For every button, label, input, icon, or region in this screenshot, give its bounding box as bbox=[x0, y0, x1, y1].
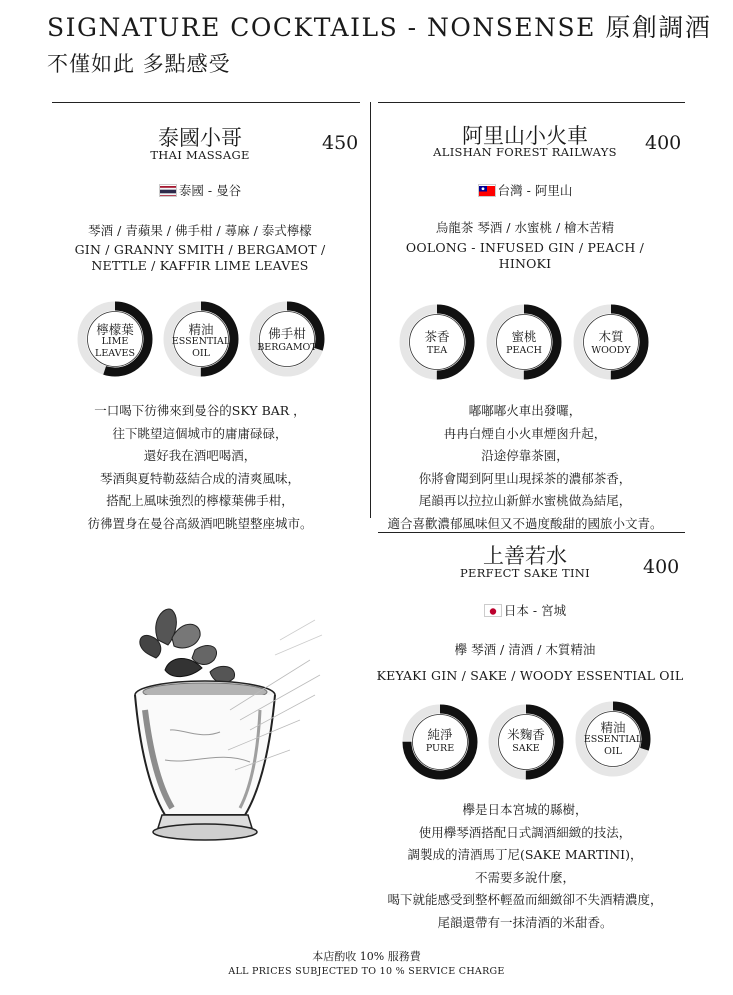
flavor-gauge bbox=[398, 303, 476, 381]
description-line: 你將會聞到阿里山現採茶的濃郁茶香， bbox=[418, 470, 632, 486]
cocktail-name-zh: 阿里山小火車 bbox=[462, 124, 588, 148]
flavor-gauge bbox=[572, 303, 650, 381]
gauge-label-en: PEACH bbox=[506, 345, 542, 356]
gauge-label-en: BERGAMOT bbox=[257, 342, 317, 353]
description-line: 往下眺望這個城市的庸庸碌碌， bbox=[112, 425, 288, 441]
service-charge-note-en: ALL PRICES SUBJECTED TO 10 % SERVICE CHARGE bbox=[228, 966, 505, 977]
divider-left-top bbox=[52, 102, 360, 103]
taiwan-flag-icon bbox=[478, 184, 496, 197]
divider-vertical bbox=[370, 102, 371, 518]
flavor-gauge bbox=[487, 703, 565, 781]
gauge-label-zh: 木質 bbox=[598, 329, 624, 344]
flavor-gauge bbox=[248, 300, 326, 378]
gauge-label-zh: 米麴香 bbox=[507, 727, 545, 742]
cocktail-origin bbox=[450, 601, 600, 619]
cocktail-price: 400 bbox=[643, 556, 680, 578]
description-line: 使用欅琴酒搭配日式調酒細緻的技法， bbox=[418, 824, 632, 840]
flavor-gauge bbox=[401, 703, 479, 781]
gauge-label-zh: 茶香 bbox=[424, 329, 450, 344]
origin-label: 日本 - 宮城 bbox=[503, 603, 567, 618]
origin-label: 台灣 - 阿里山 bbox=[497, 183, 573, 198]
description-line: 欅是日本宮城的縣樹， bbox=[462, 802, 588, 817]
gauge-label-zh: 檸檬葉 bbox=[96, 322, 134, 337]
description-line: 冉冉白煙自小火車煙囪升起， bbox=[443, 425, 607, 441]
flavor-gauge bbox=[574, 700, 652, 778]
description-line: 還好我在酒吧喝酒， bbox=[143, 448, 257, 463]
description-line: 彷彿置身在曼谷高級酒吧眺望整座城市。 bbox=[87, 515, 313, 531]
page-subtitle: 不僅如此 多點感受 bbox=[47, 52, 231, 76]
gauge-label-en: ESSENTIAL OIL bbox=[171, 336, 231, 359]
gauge-label-zh: 蜜桃 bbox=[511, 329, 537, 344]
divider-right-top bbox=[378, 102, 685, 103]
description-line: 不需要多說什麼， bbox=[474, 869, 575, 885]
gauge-label-en: SAKE bbox=[512, 743, 540, 754]
description-line: 沿途停靠茶園， bbox=[481, 448, 569, 463]
ingredients-en: GIN / GRANNY SMITH / BERGAMOT / NETTLE / KAFFIR LIME LEAVES bbox=[74, 242, 326, 273]
description-line: 調製成的清酒馬丁尼(SAKE MARTINI)， bbox=[407, 847, 643, 862]
gauge-label-en: TEA bbox=[426, 345, 448, 356]
description-line: 嘟嘟嘟火車出發囉， bbox=[468, 403, 582, 418]
japan-flag-icon bbox=[484, 604, 502, 617]
description-line: 尾韻再以拉拉山新鮮水蜜桃做為結尾， bbox=[418, 493, 632, 508]
description-line: 喝下就能感受到整杯輕盈而細緻卻不失酒精濃度， bbox=[387, 892, 663, 907]
cocktail-description bbox=[40, 400, 360, 535]
gauge-label-en: ESSENTIAL OIL bbox=[583, 734, 643, 757]
cocktail-price: 450 bbox=[322, 132, 359, 154]
gauge-label-zh: 精油 bbox=[188, 322, 214, 337]
description-line: 搭配上風味強烈的檸檬葉佛手柑， bbox=[106, 493, 294, 508]
gauge-label-zh: 純淨 bbox=[427, 727, 453, 742]
description-line: 適合喜歡濃郁風味但又不過度酸甜的國旅小文青。 bbox=[387, 515, 663, 531]
ingredients-zh: 烏龍茶 琴酒 / 水蜜桃 / 檜木苦精 bbox=[435, 220, 615, 235]
cocktail-name-zh: 泰國小哥 bbox=[158, 126, 242, 150]
cocktail-name-en: PERFECT SAKE TINI bbox=[459, 566, 591, 580]
flavor-gauge bbox=[485, 303, 563, 381]
cocktail-glass-illustration bbox=[110, 600, 330, 860]
service-charge-note-zh: 本店酌收 10% 服務費 bbox=[312, 950, 421, 963]
cocktail-price: 400 bbox=[645, 132, 682, 154]
gauge-label-zh: 精油 bbox=[600, 720, 626, 735]
cocktail-origin bbox=[445, 181, 605, 199]
cocktail-description bbox=[372, 400, 678, 535]
page-title: SIGNATURE COCKTAILS - NONSENSE 原創調酒 bbox=[47, 13, 712, 42]
ingredients-en: KEYAKI GIN / SAKE / WOODY ESSENTIAL OIL bbox=[376, 668, 684, 683]
cocktail-name-en: THAI MASSAGE bbox=[150, 148, 250, 162]
cocktail-origin bbox=[120, 181, 280, 199]
ingredients-zh: 欅 琴酒 / 清酒 / 木質精油 bbox=[454, 642, 596, 657]
cocktail-name-en: ALISHAN FOREST RAILWAYS bbox=[433, 145, 617, 159]
flavor-gauge bbox=[162, 300, 240, 378]
gauge-label-en: WOODY bbox=[591, 345, 631, 356]
cocktail-name-zh: 上善若水 bbox=[483, 544, 567, 568]
cocktail-description bbox=[365, 799, 685, 934]
thailand-flag-icon bbox=[159, 184, 177, 197]
gauge-label-en: LIME LEAVES bbox=[95, 336, 135, 359]
gauge-label-en: PURE bbox=[425, 743, 455, 754]
ingredients-zh: 琴酒 / 青蘋果 / 佛手柑 / 蕁麻 / 泰式檸檬 bbox=[88, 223, 312, 238]
flavor-gauge bbox=[76, 300, 154, 378]
ingredients-en: OOLONG - INFUSED GIN / PEACH / HINOKI bbox=[405, 240, 645, 271]
description-line: 一口喝下彷彿來到曼谷的SKY BAR ， bbox=[94, 403, 306, 418]
description-line: 尾韻還帶有一抹清酒的米甜香。 bbox=[437, 914, 613, 930]
description-line: 琴酒與夏特勒茲結合成的清爽風味， bbox=[99, 470, 300, 486]
origin-label: 泰國 - 曼谷 bbox=[178, 183, 242, 198]
gauge-label-zh: 佛手柑 bbox=[268, 326, 306, 341]
